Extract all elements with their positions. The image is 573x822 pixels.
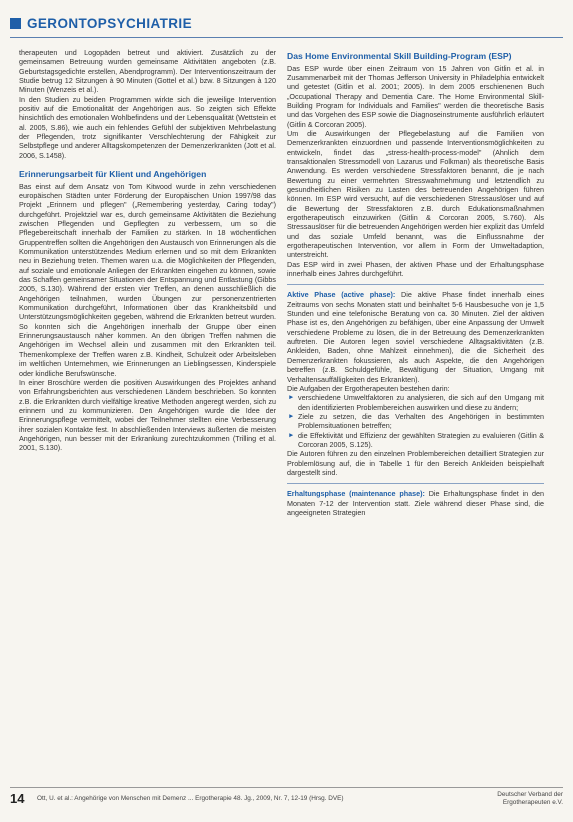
section-square-icon	[10, 18, 21, 29]
paragraph	[287, 290, 544, 383]
divider	[287, 284, 544, 285]
left-column	[19, 48, 276, 768]
list-item: ► die Effektivität und Effizienz der gewählten Strategien zu evaluieren (Gitlin & Corcoran 2005, S.125).	[288, 430, 544, 449]
citation: Ott, U. et al.: Angehörige von Menschen mit Demenz ... Ergotherapie 48. Jg., 2009, Nr. 7, 12-19 (Hrsg. DVE)	[37, 795, 344, 802]
phase-label: Erhaltungsphase (maintenance phase):	[287, 489, 425, 499]
paragraph: Das ESP wurde über einen Zeitraum von 15 Jahren von Gitlin et al. in Zusammenarbeit mit der Thomas Jefferson University in Philadelphia entwickelt und getestet (Gitlin et al. 2001; 2005). In dem 2005 erschienenen Buch „Occupational Therapy and Dementia Care. The Home Environmental Skill-Building Program for Individuals and Families" werden die theoretische Basis und das Vorgehen des ESP sowie die Diagnoseinstrumente ausführlich erläutert (Gitlin & Corcoran 2005).	[287, 63, 544, 129]
phase-label: Aktive Phase (active phase):	[287, 290, 396, 300]
footer-divider	[10, 787, 563, 788]
paragraph: Um die Auswirkungen der Pflegebelastung auf die Familien von Demenzerkrankten einzuordnen und passende Interventionsmöglichkeiten zu entwickeln, findet das „stress-health-process-model" (Ahnlich dem transaktionalen Stressmodell von Lazarus und Folkman) als theoretische Basis Anwendung. Es werden verschiedene Stressfaktoren benannt, die je nach Bewertung zu einer vermehrten Stresswahrnehmung und letztendlich zu gesundheitlichen Risiken zu Lasten des betreuenden Angehörigen führen können. Im ESP wird versucht, auf die verschiedenen Stressauslöser und auf die Bewertung der Stressfaktoren z.B. durch Edukationsmaßnahmen ergotherapeutisch einzuwirken (Gitlin & Corcoran 2005, S.760). Als Stressauslöser für die betreuenden Angehörigen werden hier explizit das Umfeld und das soziale Umfeld benannt, was die Einflussnahme der ergotherapeutischen Intervention, vor allem in Form der Umweltadaption, unterstreicht.	[287, 128, 544, 260]
divider	[287, 483, 544, 484]
header-divider	[10, 37, 563, 38]
bullet-list	[287, 393, 544, 449]
section-heading: Das Home Environmental Skill Building-Program (ESP)	[287, 51, 512, 61]
section-heading: Erinnerungsarbeit für Klient und Angehörigen	[19, 169, 207, 180]
paragraph: In den Studien zu beiden Programmen wirkte sich die jeweilige Intervention positiv auf die Emotionalität der Angehörigen aus. So zeigten sich Effekte hinsichtlich des emotionalen Wohlbefindens und der Lebensqualität (Wettstein et al. 2005, S.86), wie auch ein fehlendes Gefühl der subjektiven Mehrbelastung der Pflegenden, trotz signifikanter Verschlechterung der Fähigkeit zur Selbstpflege und anderer Alltagskompetenzen der Demenzerkrankten (Jott et al. 2006, S.1458).	[19, 94, 276, 160]
paragraph: Das ESP wird in zwei Phasen, der aktiven Phase und der Erhaltungsphase innerhalb eines Jahres durchgeführt.	[287, 259, 544, 279]
list-item: ► verschiedene Umweltfaktoren zu analysieren, die sich auf den Umgang mit den identifizierten Problembereichen auswirken und diese zu ändern;	[288, 393, 544, 412]
paragraph: therapeuten und Logopäden betreut und aktiviert. Zusätzlich zu der gemeinsamen Betreuung wurden gemeinsame Aktivitäten angeboten (z.B. Geburtstagsgedichte erstellen, Abendprogramm). Der Interventionszeitraum der Studie betrug 12 Sitzungen à 90 Minuten (Gottel et al.) bzw. 8 Sitzungen à 120 Minuten (Wenzeis et al.).	[19, 48, 276, 95]
bullet-icon: ►	[288, 431, 295, 439]
paragraph: In einer Broschüre werden die positiven Auswirkungen des Projektes anhand von Erfahrungsberichten aus verschiedenen Ländern beschrieben. So konnten z.B. die Erkrankten durch vielfältige kreative Methoden angeregt werden, sich zu erinnern und zu kommunizieren. Den Angehörigen wurde die Idee der Erinnerungspflege vermittelt, wobei der Teilnehmer stellten eine Verbesserung ihrer sozialen Kontakte fest. In abschließenden Interviews äußerten die meisten Angehörigen, nun besser mit der Erkrankung zurechtzukommen (Trilling et al. 2001, S.130).	[19, 377, 276, 453]
paragraph-text: Die aktive Phase findet innerhalb eines Zeitraums von sechs Monaten statt und beinhaltet 5-6 Hausbesuche von je 1,5 Stunden und eine telefonische Beratung von ca. 30 Minuten. Ziel der aktiven Phase ist es, den Angehörigen zu befähigen, über eine Anpassung der Umwelt verschiedene Probleme zu lösen, die in der Betreuung des Demenzerkrankten auftreten. Die Autoren legen soviel verschiedene Alltagsaktivitäten (z.B. Ankleiden, Baden, ohne Mahlzeit einnehmen), die die Sicherheit des Demenzerkrankten fokussieren, als auch Aspekte, die den Angehörigen betreffen (z.B. Schuldgefühle, Bewältigung der Situation, Umgang mit Verhaltensauffälligkeiten des Erkrankten).	[287, 290, 544, 384]
section-title: GERONTOPSYCHIATRIE	[27, 15, 192, 31]
paragraph: Die Aufgaben der Ergotherapeuten bestehen darin:	[287, 383, 450, 393]
page-number: 14	[10, 791, 25, 806]
paragraph	[287, 489, 544, 517]
bullet-icon: ►	[288, 394, 295, 402]
right-column	[287, 48, 544, 768]
list-item: ► Ziele zu setzen, die das Verhalten des Angehörigen in bestimmten Problemsituationen betreffen;	[288, 411, 544, 431]
page-header	[10, 12, 563, 34]
publisher: Deutscher Verband der Ergotherapeuten e.V.	[497, 791, 563, 806]
paragraph-text: Die Erhaltungsphase findet in den Monaten 7-12 der Intervention statt. Ziele während dieser Phase sind, die angeeigneten Strategien	[287, 489, 544, 517]
bullet-icon: ►	[288, 412, 295, 420]
paragraph: Die Autoren führen zu den einzelnen Problembereichen detailliert Strategien zur Problemlösung auf, die in Tabelle 1 für den Bereich Ankleiden beispielhaft dargestellt sind.	[287, 449, 544, 477]
page-footer	[10, 791, 563, 815]
paragraph: Bas einst auf dem Ansatz von Tom Kitwood wurde in zehn verschiedenen europäischen Städten unter Förderung der Europäischen Union 1997/98 das Projekt „Erinnern und pflegen" („Remembering yesterday, Caring today") durchgeführt. Projektziel war es, durch gemeinsame Aktivitäten die Beziehung zwischen Pflegenden und Gepflegten zu verbessern, um so die Pflegebereitschaft innerhalb der Familien zu stärken. In 18 wöchentlichen Gruppentreffen sollten die Angehörigen den Austausch von Erinnerungen als die Kommunikation unterstützendes Medium erlernen und so mit dem Erkrankten neu in Beziehung treten. Themen waren u.a. die Möglichkeiten der Pflegenden, auf soziale und emotionale Anliegen der Erkrankten eingehen zu können, sowie das Schaffen gemeinsamer Situationen der Entspannung und Entlastung (Gibbs 2005, S.130). Während der ersten vier Treffen, an denen ausschließlich die Angehörigen teilnahmen, wurden Übungen zur personenzentrierten Kommunikation durchgeführt, Informationen über das Krankheitsbild und Unterstützungsmöglichkeiten gegeben, während die Erkrankten betreut wurden. So konnten sich die Angehörigen innerhalb der Gruppe über einen Erinnerungsaustausch näher kommen. An den übrigen Treffen nahmen die Angehörigen im Wechsel allein und zusammen mit den Erkrankten teil. Themenkomplexe der Treffen waren z.B. Kindheit, Schulzeit oder Arbeitsleben im weltlichen Unternehmen, wie Erinnerungen an Lieblingsessen, Kinderspiele oder kindliche Berufswünsche.	[19, 181, 276, 378]
